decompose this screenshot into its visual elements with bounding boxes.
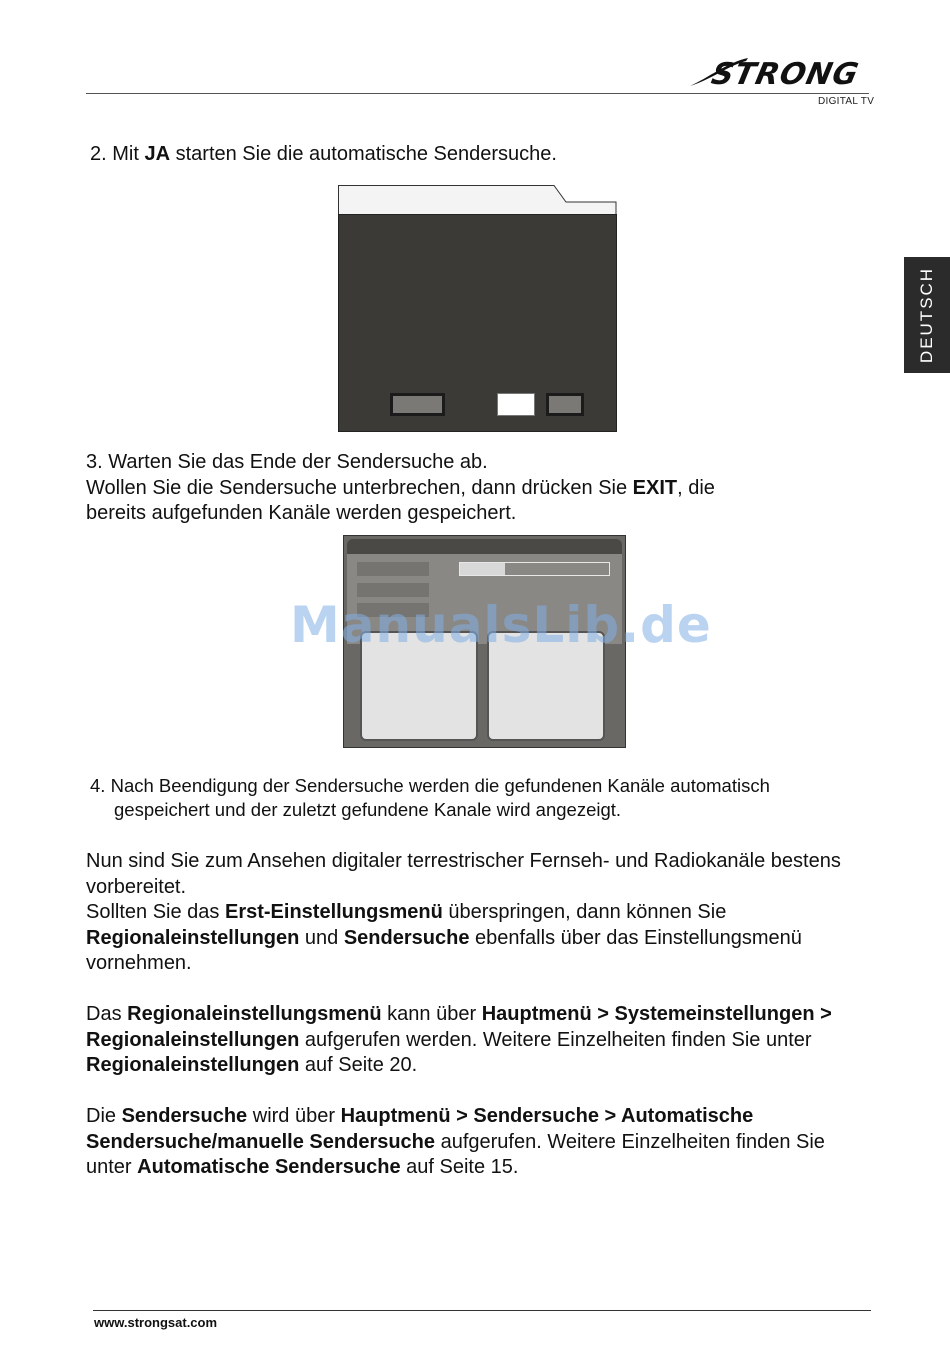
language-tab-label: DEUTSCH: [917, 266, 936, 364]
dialog-title-tab: [338, 185, 617, 217]
scan-label: [357, 583, 429, 597]
step-2: [90, 142, 557, 168]
logo-subtitle: DIGITAL TV: [818, 96, 875, 107]
header-divider: [86, 93, 869, 94]
footer-website-link[interactable]: www.strongsat.com: [94, 1315, 218, 1330]
para-text: und: [299, 926, 344, 949]
language-tab: [904, 257, 950, 373]
para-bold: Hauptmenü > Systemeinstellungen > Regionaleinstellungen: [86, 1003, 832, 1051]
step-text: starten Sie die automatische Sendersuche.: [170, 143, 557, 165]
step-bold: EXIT: [632, 476, 678, 499]
scan-progress-fill: [460, 563, 505, 575]
para-bold: Regionaleinstellungen: [86, 1054, 300, 1077]
para-text: auf Seite 15.: [400, 1156, 519, 1179]
step-text: Nach Beendigung der Sendersuche werden die gefundenen Kanäle automatisch: [110, 775, 770, 796]
para-bold: Regionaleinstellungen: [86, 926, 300, 949]
para-text: Sollten Sie das: [86, 901, 225, 924]
para-text: überspringen, dann können Sie: [442, 901, 727, 924]
dialog-screenshot: [338, 185, 617, 432]
para-bold: Hauptmenü > Sendersuche > Automatische Sendersuche/manuelle Sendersuche: [86, 1105, 754, 1153]
dialog-button-left: [390, 393, 445, 416]
step-number: 4.: [90, 775, 106, 796]
para-bold: Erst-Einstellungsmenü: [224, 901, 443, 924]
step-text: 3. Warten Sie das Ende der Sendersuche ab.: [86, 451, 488, 473]
step-4: [90, 774, 880, 822]
scan-progress-bar: [459, 562, 610, 576]
para-bold: Automatische Sendersuche: [137, 1156, 401, 1179]
paragraph-ready: [86, 849, 876, 977]
step-3: [86, 450, 846, 527]
para-text: Das: [86, 1003, 128, 1025]
para-text: auf Seite 20.: [299, 1054, 418, 1077]
para-text: aufgerufen. Weitere Einzelheiten finden Sie unter: [86, 1130, 825, 1179]
para-text: aufgerufen werden. Weitere Einzelheiten finden Sie unter: [299, 1028, 812, 1051]
para-bold: Sendersuche: [343, 926, 470, 949]
step-number: 2.: [90, 143, 107, 165]
step-text: Wollen Sie die Sendersuche unterbrechen, dann drücken Sie: [86, 476, 633, 499]
paragraph-regional: [86, 1002, 876, 1079]
para-text: Nun sind Sie zum Ansehen digitaler terrestrischer Fernseh- und Radiokanäle bestens vorbereitet.: [86, 850, 841, 898]
step-bold: JA: [144, 143, 171, 165]
para-text: ebenfalls über das Einstellungsmenü vornehmen.: [86, 926, 802, 975]
scan-label: [357, 562, 429, 576]
step-text: bereits aufgefunden Kanäle werden gespeichert.: [86, 502, 517, 525]
para-text: kann über: [381, 1003, 482, 1025]
scan-header: [347, 539, 622, 554]
paragraph-search: [86, 1104, 876, 1181]
para-bold: Sendersuche: [121, 1105, 248, 1127]
step-text: gespeichert und der zuletzt gefundene Kanale wird angezeigt.: [114, 799, 622, 820]
strong-logo: STRONG: [708, 57, 863, 92]
step-text: , die: [677, 476, 715, 499]
para-bold: Regionaleinstellungsmenü: [127, 1003, 382, 1025]
para-text: wird über: [247, 1105, 341, 1127]
para-text: Die: [86, 1105, 122, 1127]
step-text: Mit: [112, 143, 145, 165]
footer-divider: [93, 1310, 871, 1311]
dialog-button-right: [546, 393, 584, 416]
watermark: ManualsLib.de: [290, 596, 712, 654]
dialog-button-selected: [497, 393, 535, 416]
